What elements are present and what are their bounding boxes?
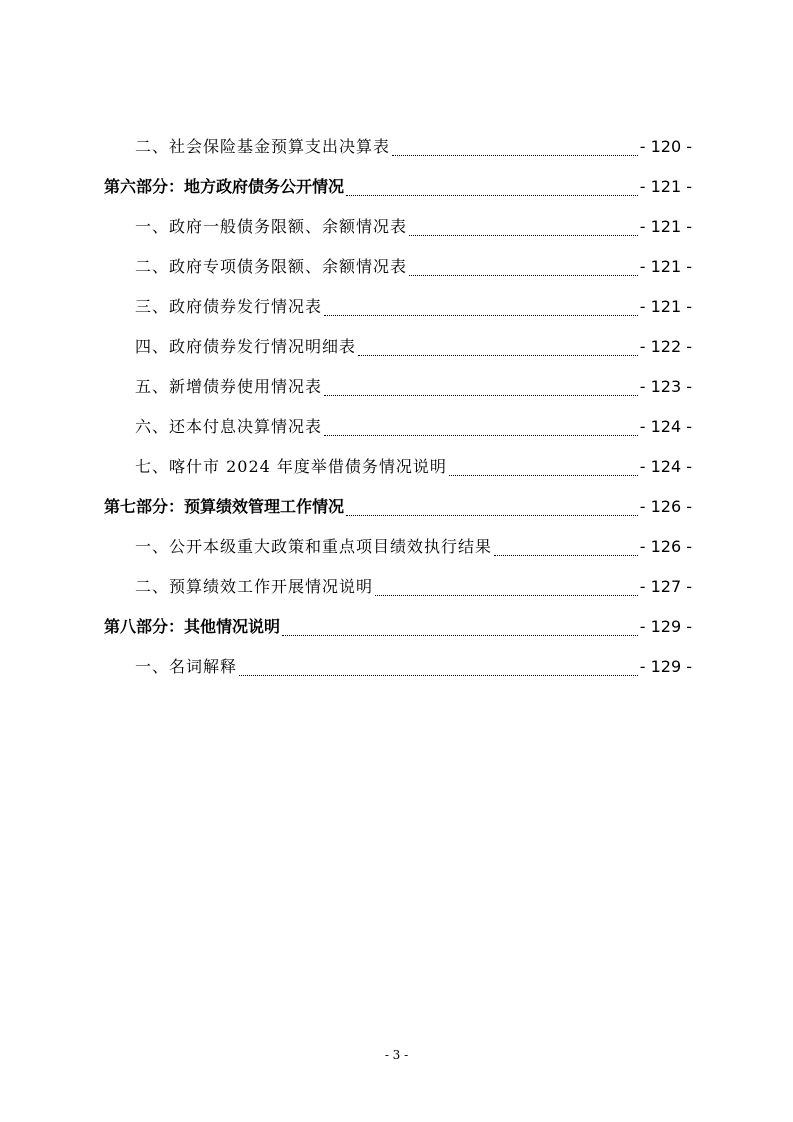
toc-entry-page: - 121 - xyxy=(639,177,692,196)
toc-entry-title: 第八部分：其他情况说明 xyxy=(104,617,281,636)
toc-dot-leader xyxy=(282,624,638,638)
toc-entry-page: - 127 - xyxy=(639,577,692,596)
toc-entry[interactable] xyxy=(104,647,692,687)
toc-entry-page: - 126 - xyxy=(639,497,692,516)
toc-entry-page: - 124 - xyxy=(639,417,692,436)
toc-entry-page: - 121 - xyxy=(639,217,692,236)
toc-entry-title: 第七部分：预算绩效管理工作情况 xyxy=(104,497,345,516)
toc-entry-page: - 121 - xyxy=(639,257,692,276)
toc-entry[interactable] xyxy=(104,447,692,487)
toc-dot-leader xyxy=(409,264,638,278)
toc-entry-page: - 126 - xyxy=(639,537,692,556)
toc-entry-title: 三、政府债券发行情况表 xyxy=(135,297,323,316)
toc-entry-page: - 121 - xyxy=(639,297,692,316)
toc-entry-title: 二、社会保险基金预算支出决算表 xyxy=(135,137,391,156)
toc-entry-title: 六、还本付息决算情况表 xyxy=(135,417,323,436)
toc-dot-leader xyxy=(409,224,638,238)
toc-entry-page: - 124 - xyxy=(639,457,692,476)
toc-dot-leader xyxy=(346,504,638,518)
toc-dot-leader xyxy=(324,384,638,398)
toc-dot-leader xyxy=(449,464,638,478)
toc-entry-title: 第六部分：地方政府债务公开情况 xyxy=(104,177,345,196)
toc-entry[interactable] xyxy=(104,287,692,327)
toc-entry[interactable] xyxy=(104,207,692,247)
toc-dot-leader xyxy=(324,424,638,438)
table-of-contents xyxy=(104,127,692,687)
toc-dot-leader xyxy=(392,144,638,158)
page-number: - 3 - xyxy=(384,1048,409,1062)
toc-dot-leader xyxy=(239,664,638,678)
toc-entry[interactable] xyxy=(104,247,692,287)
toc-entry[interactable] xyxy=(104,567,692,607)
toc-entry-page: - 129 - xyxy=(639,617,692,636)
toc-section-heading[interactable] xyxy=(104,607,692,647)
toc-dot-leader xyxy=(346,184,638,198)
toc-entry-title: 二、政府专项债务限额、余额情况表 xyxy=(135,257,408,276)
toc-entry-page: - 122 - xyxy=(639,337,692,356)
toc-entry-page: - 123 - xyxy=(639,377,692,396)
toc-entry[interactable] xyxy=(104,407,692,447)
toc-dot-leader xyxy=(324,304,638,318)
toc-entry-title: 五、新增债券使用情况表 xyxy=(135,377,323,396)
toc-entry-title: 一、名词解释 xyxy=(135,657,238,676)
toc-dot-leader xyxy=(358,344,638,358)
toc-dot-leader xyxy=(494,544,638,558)
toc-entry-page: - 129 - xyxy=(639,657,692,676)
toc-entry-title: 二、预算绩效工作开展情况说明 xyxy=(135,577,374,596)
toc-entry-title: 一、公开本级重大政策和重点项目绩效执行结果 xyxy=(135,537,493,556)
toc-entry[interactable] xyxy=(104,527,692,567)
toc-entry-page: - 120 - xyxy=(639,137,692,156)
toc-section-heading[interactable] xyxy=(104,167,692,207)
toc-entry[interactable] xyxy=(104,367,692,407)
toc-dot-leader xyxy=(375,584,638,598)
toc-section-heading[interactable] xyxy=(104,487,692,527)
toc-entry[interactable] xyxy=(104,327,692,367)
toc-entry-title: 七、喀什市 2024 年度举借债务情况说明 xyxy=(135,457,447,476)
toc-entry-title: 一、政府一般债务限额、余额情况表 xyxy=(135,217,408,236)
toc-entry-title: 四、政府债券发行情况明细表 xyxy=(135,337,357,356)
toc-entry[interactable] xyxy=(104,127,692,167)
